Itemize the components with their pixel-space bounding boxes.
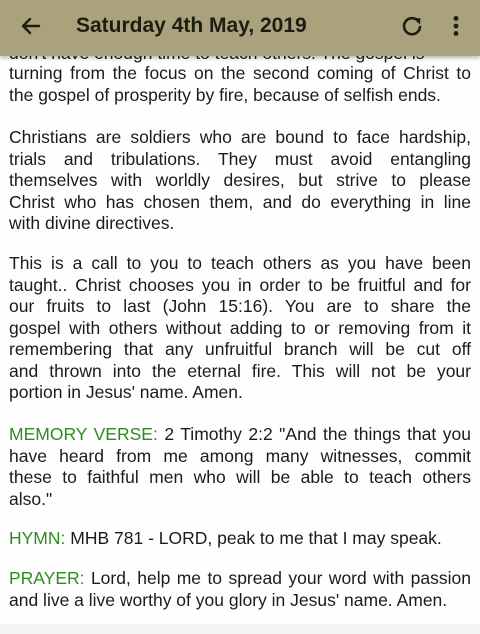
paragraph-3 <box>9 253 471 404</box>
paragraph-line: taught.. Christ chooses you in order to be fruitful and for <box>9 274 471 295</box>
page-title: Saturday 4th May, 2019 <box>76 14 307 37</box>
paragraph-line: trials and tribulations. They must avoid entangling <box>9 148 471 169</box>
memory-verse-line: also." <box>9 488 53 509</box>
paragraph-line: Christ who has chosen them, and do everything in line <box>9 191 471 212</box>
more-vert-icon <box>452 15 460 42</box>
memory-verse-section <box>9 424 471 510</box>
paragraph-line: turning from the focus on the second coming of Christ to <box>9 63 471 83</box>
prayer-text: Lord, help me to spread your word with passion <box>84 568 471 588</box>
paragraph-line: This is a call to you to teach others as you have been <box>9 253 471 273</box>
bottom-divider <box>0 624 480 634</box>
memory-verse-line: these to faithful men who will be able to teach others <box>9 467 471 487</box>
prayer-line: and live a live worthy of you glory in Jesus' name. Amen. <box>9 589 448 610</box>
memory-verse-text: 2 Timothy 2:2 "And the things that you <box>157 424 471 444</box>
paragraph-1 <box>9 63 471 106</box>
paragraph-line: portion in Jesus' name. Amen. <box>9 382 243 402</box>
back-button[interactable] <box>14 12 48 44</box>
paragraph-line: the gospel of prosperity by fire, because of selfish ends. <box>9 84 441 105</box>
paragraph-line: gospel with others without adding to or removing from it <box>9 317 471 338</box>
paragraph-2 <box>9 127 471 235</box>
hymn-label: HYMN: <box>9 528 66 548</box>
paragraph-line: our fruits to last (John 15:16). You are to share the <box>9 296 471 316</box>
memory-verse-label: MEMORY VERSE: <box>9 424 158 444</box>
paragraph-line: Christians are soldiers who are bound to face hardship, <box>9 127 471 147</box>
prayer-label: PRAYER: <box>9 568 85 588</box>
paragraph-line: and thrown into the eternal fire. This will not be your <box>9 360 471 381</box>
app-bar <box>0 0 480 56</box>
paragraph-line: remembering that any unfruitful branch will be cut off <box>9 339 471 359</box>
paragraph-line: with divine directives. <box>9 213 175 233</box>
arrow-left-icon <box>21 16 41 41</box>
refresh-icon <box>401 15 423 42</box>
prayer-line <box>9 568 471 590</box>
refresh-button[interactable] <box>398 14 426 42</box>
memory-verse-line <box>9 424 471 446</box>
hymn-section <box>9 528 471 550</box>
more-options-button[interactable] <box>444 14 468 42</box>
hymn-text: MHB 781 - LORD, peak to me that I may speak. <box>65 528 442 548</box>
hymn-line <box>9 528 471 550</box>
paragraph-line: themselves with worldly desires, but strive to please <box>9 170 471 190</box>
memory-verse-line: have heard from me among many witnesses, commit <box>9 445 471 466</box>
prayer-section <box>9 568 471 611</box>
